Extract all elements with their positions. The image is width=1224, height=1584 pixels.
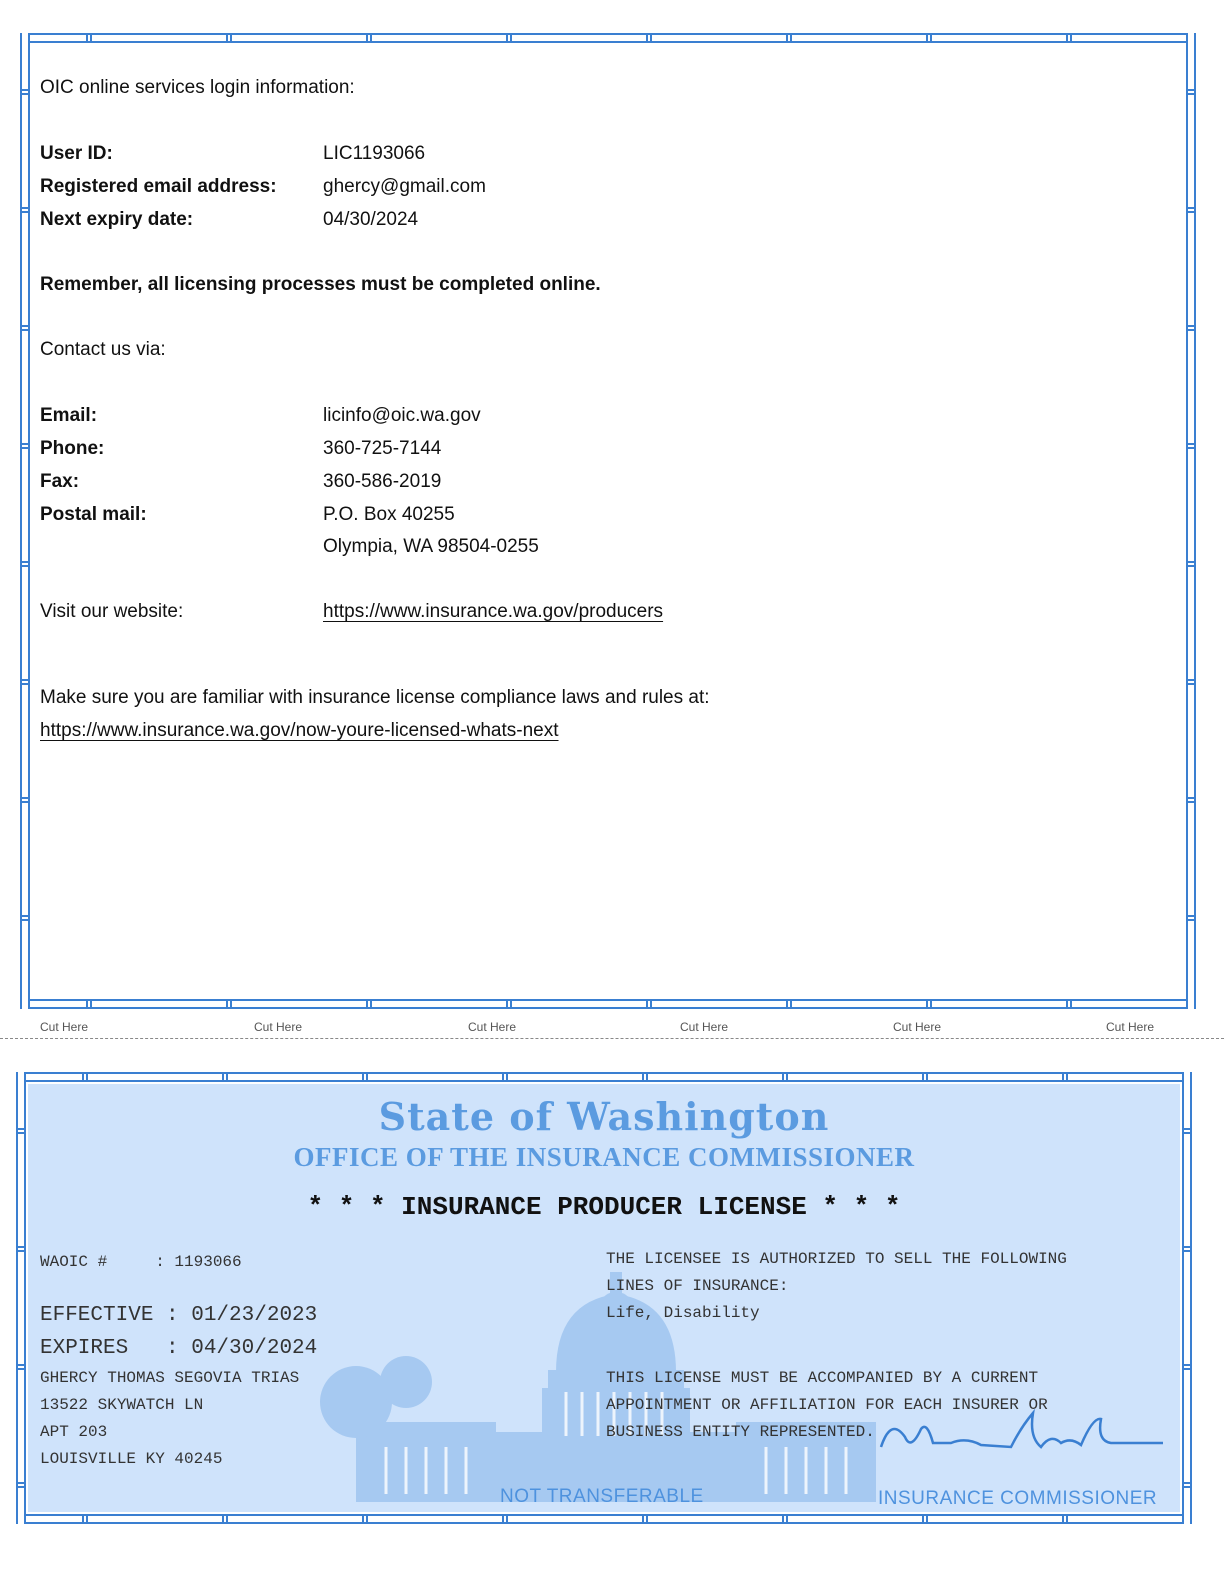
cut-here-label: Cut Here — [468, 1020, 517, 1034]
ornate-border-top — [20, 33, 1196, 43]
contact-mail-label: Postal mail: — [40, 504, 147, 525]
state-title: State of Washington — [378, 1094, 830, 1139]
email-label: Registered email address: — [40, 176, 277, 197]
effective-date: EFFECTIVE : 01/23/2023 — [40, 1304, 318, 1327]
cut-here-label: Cut Here — [40, 1020, 89, 1034]
expires-date: EXPIRES : 04/30/2024 — [40, 1337, 318, 1360]
license-title: * * * INSURANCE PRODUCER LICENSE * * * — [307, 1192, 901, 1222]
not-transferable-stamp: NOT TRANSFERABLE — [500, 1486, 704, 1507]
cut-here-label: Cut Here — [680, 1020, 729, 1034]
contact-mail-line2: Olympia, WA 98504-0255 — [323, 536, 539, 557]
authorized-line-1: THE LICENSEE IS AUTHORIZED TO SELL THE FOLLOWING — [606, 1250, 1067, 1268]
website-label: Visit our website: — [40, 601, 184, 622]
expiry-value: 04/30/2024 — [323, 209, 419, 230]
ornate-border-right — [1182, 1072, 1192, 1524]
licensee-city: LOUISVILLE KY 40245 — [40, 1450, 223, 1468]
contact-email-label: Email: — [40, 405, 98, 426]
contact-fax-label: Fax: — [40, 471, 80, 492]
online-reminder: Remember, all licensing processes must be completed online. — [40, 274, 601, 295]
ornate-border-top — [16, 1072, 1192, 1082]
cut-here-label: Cut Here — [254, 1020, 303, 1034]
email-value: ghercy@gmail.com — [323, 176, 486, 197]
user-id-value: LIC1193066 — [323, 143, 426, 164]
capitol-building-watermark — [316, 1232, 916, 1502]
authorized-line-2: LINES OF INSURANCE: — [606, 1277, 789, 1295]
contact-phone-label: Phone: — [40, 438, 105, 459]
contact-intro: Contact us via: — [40, 339, 166, 360]
licensee-name: GHERCY THOMAS SEGOVIA TRIAS — [40, 1369, 300, 1387]
license-card — [16, 1072, 1192, 1524]
cut-here-label: Cut Here — [893, 1020, 942, 1034]
commissioner-signature — [871, 1407, 1171, 1467]
login-intro: OIC online services login information: — [40, 77, 355, 98]
commissioner-title: INSURANCE COMMISSIONER — [878, 1488, 1158, 1509]
lines-of-insurance: Life, Disability — [606, 1304, 760, 1322]
cut-line — [0, 1038, 1224, 1039]
compliance-text: Make sure you are familiar with insurance license compliance laws and rules at: — [40, 687, 710, 708]
user-id-label: User ID: — [40, 143, 113, 164]
contact-email-value: licinfo@oic.wa.gov — [323, 405, 481, 426]
ornate-border-left — [20, 33, 30, 1009]
expiry-label: Next expiry date: — [40, 209, 194, 230]
contact-mail-line1: P.O. Box 40255 — [323, 504, 455, 525]
compliance-link[interactable]: https://www.insurance.wa.gov/now-youre-licensed-whats-next — [40, 720, 559, 741]
producers-website-link[interactable]: https://www.insurance.wa.gov/producers — [323, 601, 664, 622]
ornate-border-left — [16, 1072, 26, 1524]
office-title: OFFICE OF THE INSURANCE COMMISSIONER — [293, 1142, 915, 1172]
ornate-border-right — [1186, 33, 1196, 1009]
cut-here-label: Cut Here — [1106, 1020, 1155, 1034]
ornate-border-bottom — [16, 1514, 1192, 1524]
notice-line-1: THIS LICENSE MUST BE ACCOMPANIED BY A CURRENT — [606, 1369, 1039, 1387]
notice-line-2: APPOINTMENT OR AFFILIATION FOR EACH INSURER OR — [606, 1396, 1048, 1414]
notice-line-3: BUSINESS ENTITY REPRESENTED. — [606, 1423, 875, 1441]
contact-fax-value: 360-586-2019 — [323, 471, 442, 492]
licensee-street: 13522 SKYWATCH LN — [40, 1396, 204, 1414]
contact-phone-value: 360-725-7144 — [323, 438, 442, 459]
ornate-border-bottom — [20, 999, 1196, 1009]
waoic-number: WAOIC # : 1193066 — [40, 1253, 242, 1271]
licensee-apt: APT 203 — [40, 1423, 108, 1441]
